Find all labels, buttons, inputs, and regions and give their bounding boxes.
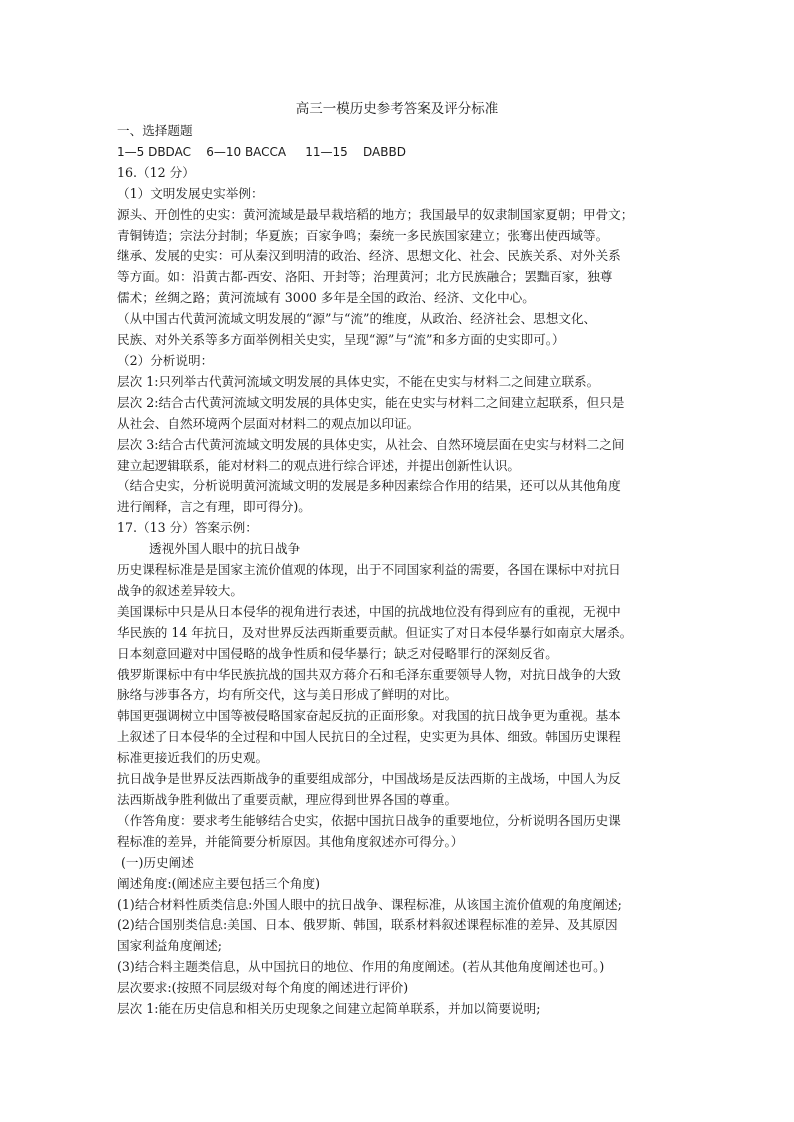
text-line: （1）文明发展史实举例： bbox=[117, 185, 264, 201]
text-line: 层次要求:(按照不同层级对每个角度的阐述进行评价) bbox=[117, 980, 409, 996]
text-line: 程标准的差异，并能简要分析原因。其他角度叙述亦可得分。） bbox=[117, 833, 464, 849]
text-line: 历史课程标准是是国家主流价值观的体现，出于不同国家利益的需要，各国在课标中对抗日 bbox=[117, 562, 621, 578]
text-line: 1—5 DBDAC 6—10 BACCA 11—15 DABBD bbox=[117, 144, 406, 159]
text-line: 日本刻意回避对中国侵略的战争性质和侵华暴行；缺乏对侵略罪行的深刻反省。 bbox=[117, 645, 558, 661]
text-line: 青铜铸造；宗法分封制；华夏族；百家争鸣；秦统一多民族国家建立；张骞出使西域等。 bbox=[117, 227, 609, 243]
text-line: 国家利益角度阐述; bbox=[117, 938, 222, 954]
text-line: （结合史实，分析说明黄河流域文明的发展是多种因素综合作用的结果，还可以从其他角度 bbox=[117, 478, 621, 494]
text-line: （2）分析说明： bbox=[117, 352, 214, 368]
text-line: 一、选择题题 bbox=[117, 123, 193, 138]
text-line: 法西斯战争胜利做出了重要贡献，理应得到世界各国的尊重。 bbox=[117, 792, 458, 807]
text-line: (一)历史阐述 bbox=[117, 854, 194, 870]
text-line: 美国课标中只是从日本侵华的视角进行表述，中国的抗战地位没有得到应有的重视，无视中 bbox=[117, 603, 621, 619]
text-line: 透视外国人眼中的抗日战争 bbox=[117, 541, 301, 557]
text-line: 脉络与涉事各方，均有所交代，这与美日形成了鲜明的对比。 bbox=[117, 687, 458, 703]
text-line: 从社会、自然环境两个层面对材料二的观点加以印证。 bbox=[117, 415, 420, 431]
text-line: 等方面。如：沿黄古都-西安、洛阳、开封等；治理黄河；北方民族融合；罢黜百家，独尊 bbox=[117, 269, 613, 285]
text-line: 层次 1:只列举古代黄河流域文明发展的具体史实，不能在史实与材料二之间建立联系。 bbox=[117, 373, 600, 389]
text-line: 16.（12 分） bbox=[117, 164, 195, 180]
text-line: 层次 3:结合古代黄河流域文明发展的具体史实，从社会、自然环境层面在史实与材料二之间 bbox=[117, 436, 625, 452]
text-line: 华民族的 14 年抗日，及对世界反法西斯重要贡献。但证实了对日本侵华暴行如南京大屠杀。 bbox=[117, 624, 633, 640]
text-line: 韩国更强调树立中国等被侵略国家奋起反抗的正面形象。对我国的抗日战争更为重视。基本 bbox=[117, 708, 621, 724]
text-line: 继承、发展的史实：可从秦汉到明清的政治、经济、思想文化、社会、民族关系、对外关系 bbox=[117, 248, 621, 264]
document-title: 高三一模历史参考答案及评分标准 bbox=[295, 101, 499, 117]
text-line: 标准更接近我们的历史观。 bbox=[117, 750, 269, 766]
text-line: 层次 1:能在历史信息和相关历史现象之间建立起简单联系，并加以简要说明; bbox=[117, 1001, 541, 1017]
text-line: 抗日战争是世界反法西斯战争的重要组成部分，中国战场是反法西斯的主战场，中国人为反 bbox=[117, 771, 621, 787]
text-line: 建立起逻辑联系，能对材料二的观点进行综合评述，并提出创新性认识。 bbox=[117, 457, 520, 473]
text-line: （作答角度：要求考生能够结合史实，依据中国抗日战争的重要地位，分析说明各国历史课 bbox=[117, 812, 621, 828]
text-line: (2)结合国别类信息:美国、日本、俄罗斯、韩国，联系材料叙述课程标准的差异、及其原因 bbox=[117, 917, 618, 933]
text-line: 民族、对外关系等多方面举例相关史实，呈现“源”与“流”和多方面的史实即可。） bbox=[117, 332, 565, 348]
text-line: （从中国古代黄河流域文明发展的“源”与“流”的维度，从政治、经济社会、思想文化、 bbox=[117, 311, 597, 327]
text-line: 层次 2:结合古代黄河流域文明发展的具体史实，能在史实与材料二之间建立起联系，但只是 bbox=[117, 394, 625, 410]
text-line: 源头、开创性的史实：黄河流域是最早栽培稻的地方；我国最早的奴隶制国家夏朝；甲骨文； bbox=[117, 206, 634, 222]
text-line: 俄罗斯课标中有中华民族抗战的国共双方蒋介石和毛泽东重要领导人物，对抗日战争的大致 bbox=[117, 666, 621, 682]
document-body bbox=[117, 121, 677, 1020]
text-line: 进行阐释，言之有理，即可得分)。 bbox=[117, 499, 311, 515]
text-line: 17.（13 分）答案示例： bbox=[117, 520, 258, 536]
text-line: 阐述角度:(阐述应主要包括三个角度) bbox=[117, 875, 320, 891]
text-line: 战争的叙述差异较大。 bbox=[117, 582, 243, 598]
text-line: (3)结合料主题类信息，从中国抗日的地位、作用的角度阐述。(若从其他角度阐述也可。) bbox=[117, 959, 605, 975]
text-line: 上叙述了日本侵华的全过程和中国人民抗日的全过程，史实更为具体、细致。韩国历史课程 bbox=[117, 729, 621, 745]
text-line: 儒术；丝绸之路；黄河流域有 3000 多年是全国的政治、经济、文化中心。 bbox=[117, 290, 535, 306]
text-line: (1)结合材料性质类信息:外国人眼中的抗日战争、课程标准，从该国主流价值观的角度阐述; bbox=[117, 896, 622, 912]
